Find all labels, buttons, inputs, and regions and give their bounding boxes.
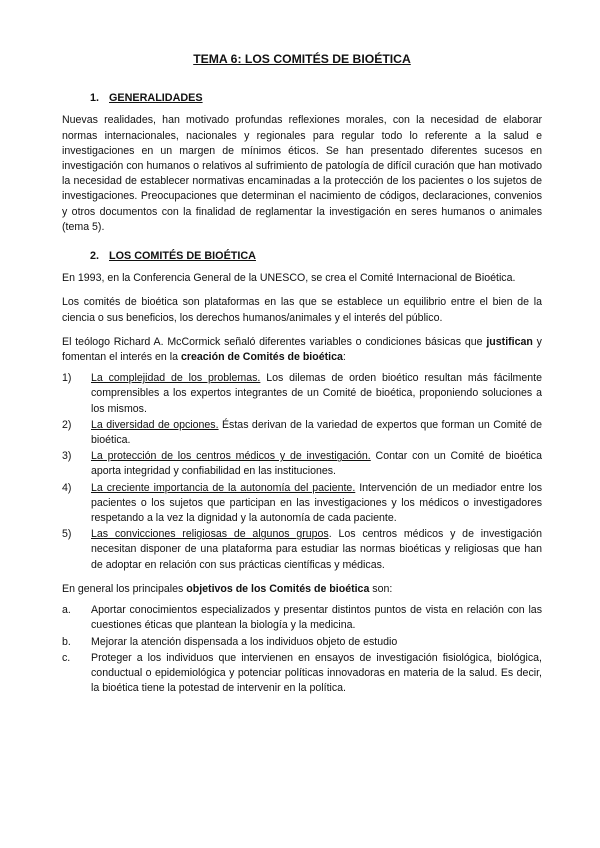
list-marker: 1) (62, 372, 72, 385)
section-2-paragraph-4 (62, 582, 542, 597)
objectives-list (62, 603, 542, 696)
section-1-paragraph: Nuevas realidades, han motivado profundas reflexiones morales, con la necesidad de elaborar normas internacionales, nacionales y regionales para regular todo lo referente a la salud e investigaciones en un margen de mínimos éticos. Se han presentado diferentes sucesos en investigación con humanos o relativos al sufrimiento de patología de difícil curación que han motivado la necesidad de establecer normativas encaminadas a la protección de los pacientes o los sujetos de investigaciones. Preocupaciones que determinan el nacimiento de códigos, declaraciones, convenios y otros documentos con la finalidad de reglamentar la investigación en seres humanos o animales (tema 5). (62, 114, 542, 233)
list-item-text: Proteger a los individuos que intervienen en ensayos de investigación fisiológica, biológica, conductual o epidemiológica y potenciar políticas innovadoras en materia de la salud. Es decir, la bioética tiene la potestad de intervenir en la política. (91, 651, 542, 695)
list-item-text: . Los centros médicos y de investigación necesitan disponer de una plataforma para estudiar las normas bioéticas y religiosas que han de adoptar en relación con sus prácticas científicas y médicas. (91, 528, 542, 571)
list-item-text: Éstas derivan de la variedad de expertos que forman un Comité de bioética. (91, 418, 542, 447)
list-item-text: Contar con un Comité de bioética aporta integridad y confiabilidad en las instituciones. (91, 450, 542, 478)
list-marker: b. (62, 635, 71, 648)
section-1-label: GENERALIDADES (109, 92, 203, 105)
p3-text-e: : (342, 351, 346, 364)
p3-text-c: y fomentan el interés en la (62, 335, 542, 364)
section-1-number: 1. (90, 92, 100, 105)
list-marker: 5) (62, 528, 72, 541)
section-2-paragraph-1: En 1993, en la Conferencia General de la UNESCO, se crea el Comité Internacional de Bioética. (62, 272, 516, 285)
section-2-label: LOS COMITÉS DE BIOÉTICA (109, 250, 256, 263)
list-item-text: Los dilemas de orden bioético resultan más fácilmente comprensibles a los expertos integrantes de un Comité de bioética, proponiendo soluciones a los mismos. (91, 372, 542, 415)
list-item-title: Las convicciones religiosas de algunos grupos (91, 528, 329, 541)
list-marker: a. (62, 604, 71, 617)
p4-bold-objetivos: objetivos de los Comités de bioética (186, 582, 370, 595)
list-item (62, 371, 542, 417)
conditions-list (62, 371, 542, 573)
document-page (62, 52, 542, 705)
section-1-heading (90, 91, 542, 106)
list-marker: 4) (62, 481, 72, 494)
list-item (62, 449, 542, 479)
list-item (62, 603, 542, 633)
p3-bold-creacion: creación de Comités de bioética (180, 351, 343, 364)
list-item-text: Intervención de un mediador entre los pacientes o los sujetos que participan en las investigaciones y los médicos o investigadores respetando a la vez la dignidad y la autonomía de cada paciente. (91, 481, 543, 525)
p4-text-a: En general los principales (62, 582, 187, 595)
list-item (62, 481, 542, 527)
list-item (62, 527, 542, 573)
list-item-title: La complejidad de los problemas. (91, 372, 261, 385)
list-item-title: La protección de los centros médicos y de investigación. (91, 450, 371, 463)
section-2-paragraph-3 (62, 335, 542, 365)
list-marker: 2) (62, 418, 72, 431)
p4-text-c: son: (369, 582, 393, 595)
list-item-text: Mejorar la atención dispensada a los individuos objeto de estudio (91, 635, 398, 648)
list-item (62, 651, 542, 697)
section-2-heading (90, 249, 542, 264)
list-marker: c. (62, 651, 71, 664)
p3-text-a: El teólogo Richard A. McCormick señaló diferentes variables o condiciones básicas que (62, 335, 487, 348)
p3-bold-justifican: justifican (486, 335, 533, 348)
section-2-paragraph-2: Los comités de bioética son plataformas en las que se establece un equilibrio entre el bien de la ciencia o sus beneficios, los derechos humanos/animales y el interés del público. (62, 296, 542, 324)
section-2-number: 2. (90, 250, 100, 263)
list-item (62, 635, 542, 650)
list-item (62, 418, 542, 448)
list-item-text: Aportar conocimientos especializados y presentar distintos puntos de vista en relación con las cuestiones éticas que plantean la biología y la medicina. (91, 604, 542, 632)
list-marker: 3) (62, 450, 72, 463)
document-title: TEMA 6: LOS COMITÉS DE BIOÉTICA (193, 52, 411, 66)
list-item-title: La creciente importancia de la autonomía del paciente. (91, 481, 356, 494)
list-item-title: La diversidad de opciones. (91, 418, 219, 431)
